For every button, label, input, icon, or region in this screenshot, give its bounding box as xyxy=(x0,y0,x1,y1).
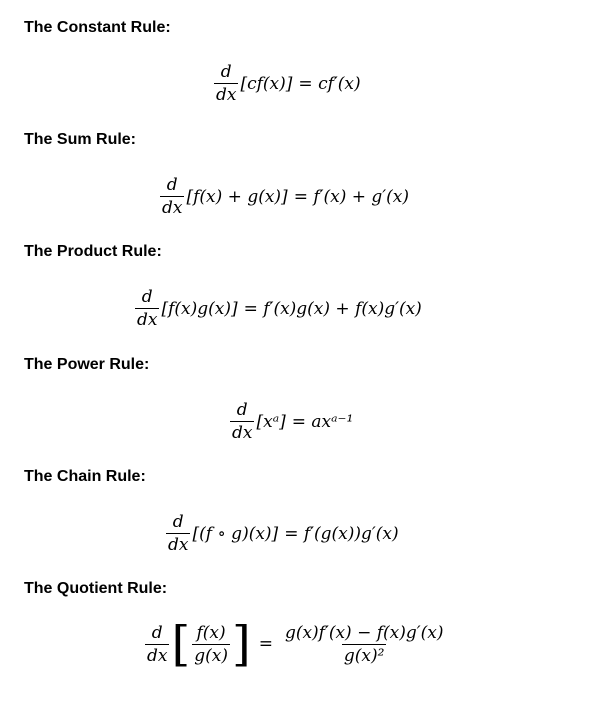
equation-product-rule xyxy=(133,287,422,330)
derivative-operator xyxy=(230,400,254,443)
rhs-expression: = f′(x) + g′(x) xyxy=(293,186,409,207)
derivative-denominator: dx xyxy=(137,310,158,330)
derivative-numerator: d xyxy=(220,62,232,82)
derivative-numerator: d xyxy=(166,175,178,195)
derivative-numerator: d xyxy=(141,287,153,307)
derivative-numerator: d xyxy=(172,512,184,532)
rhs-denominator: g(x)² xyxy=(343,645,385,666)
derivative-numerator: d xyxy=(151,622,163,643)
derivative-operator xyxy=(135,287,159,330)
lhs-expression: [f(x) + g(x)] xyxy=(186,186,288,207)
derivative-operator xyxy=(145,623,169,666)
lhs-expression: [xᵃ] xyxy=(256,411,286,432)
equals-sign: = xyxy=(258,634,273,654)
derivative-denominator: dx xyxy=(162,198,183,218)
rhs-numerator: g(x)f′(x) − f(x)g′(x) xyxy=(284,622,444,643)
inner-numerator: f(x) xyxy=(196,622,226,643)
derivative-denominator: dx xyxy=(147,645,168,666)
equation-quotient-rule xyxy=(143,616,447,672)
derivative-operator xyxy=(166,512,190,555)
derivative-denominator: dx xyxy=(216,85,237,105)
equation-sum-rule xyxy=(158,175,409,218)
rhs-expression: = cf′(x) xyxy=(298,73,361,94)
lhs-expression: [f(x)g(x)] xyxy=(161,298,238,319)
rhs-quotient xyxy=(283,623,446,666)
left-bracket: [ xyxy=(171,616,191,672)
rhs-expression: = f′(x)g(x) + f(x)g′(x) xyxy=(243,298,422,319)
heading-power-rule: The Power Rule: xyxy=(24,356,150,373)
derivative-numerator: d xyxy=(236,400,248,420)
heading-constant-rule: The Constant Rule: xyxy=(24,19,171,36)
rhs-expression: = axᵃ⁻¹ xyxy=(291,411,354,432)
heading-quotient-rule: The Quotient Rule: xyxy=(24,580,168,597)
derivative-denominator: dx xyxy=(232,423,253,443)
derivative-operator xyxy=(214,62,238,105)
derivative-operator xyxy=(160,175,184,218)
right-bracket: ] xyxy=(231,616,251,672)
lhs-expression: [(f ∘ g)(x)] xyxy=(192,523,279,544)
heading-chain-rule: The Chain Rule: xyxy=(24,468,146,485)
derivative-denominator: dx xyxy=(168,535,189,555)
inner-quotient xyxy=(192,623,230,666)
heading-product-rule: The Product Rule: xyxy=(24,243,162,260)
inner-denominator: g(x) xyxy=(194,645,228,666)
rhs-expression: = f′(g(x))g′(x) xyxy=(284,523,399,544)
lhs-expression: [cf(x)] xyxy=(240,73,293,94)
equation-power-rule xyxy=(228,400,353,443)
equation-constant-rule xyxy=(212,62,361,105)
equation-chain-rule xyxy=(164,512,399,555)
heading-sum-rule: The Sum Rule: xyxy=(24,131,137,148)
